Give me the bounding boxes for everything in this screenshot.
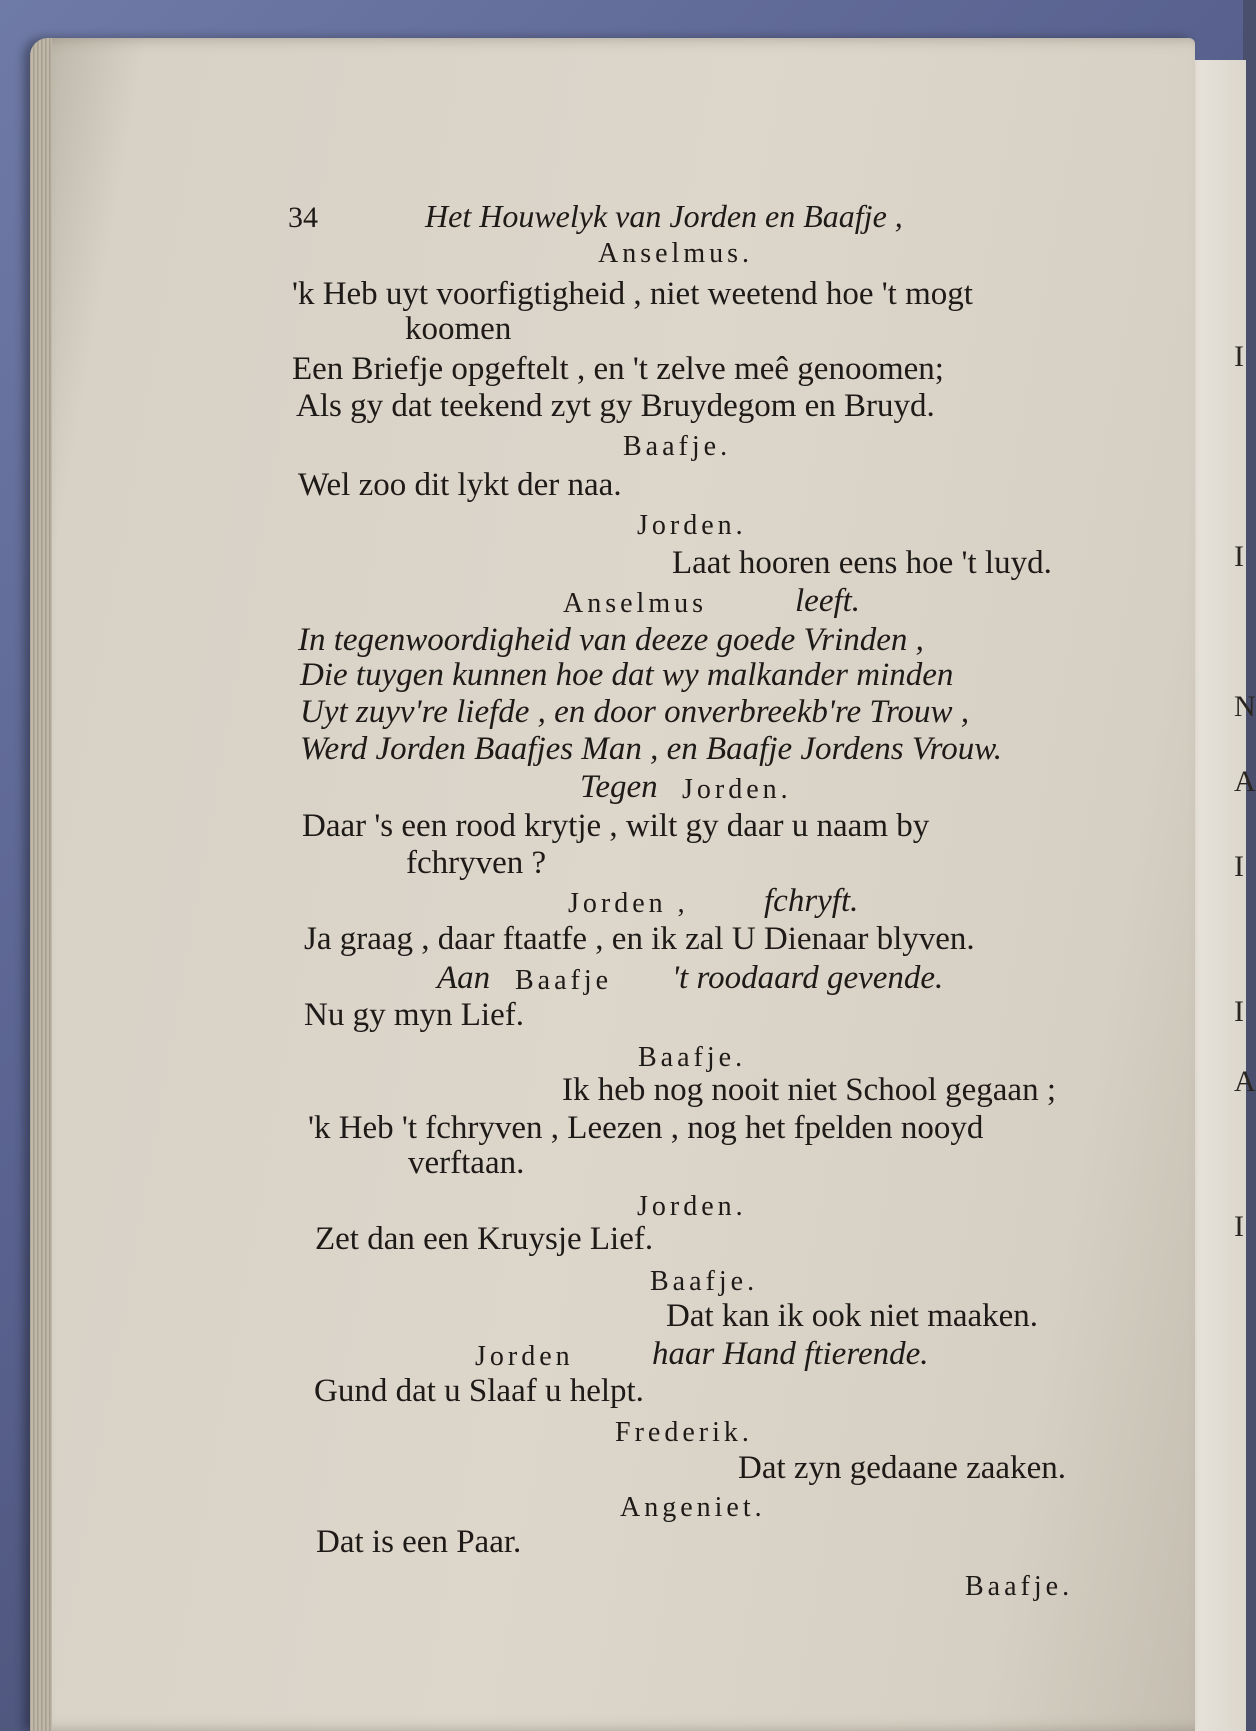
verse-line: Dat zyn gedaane zaaken. <box>738 1450 1066 1486</box>
verse-line: verftaan. <box>408 1145 525 1181</box>
verse-line: Wel zoo dit lykt der naa. <box>298 467 622 503</box>
verse-line: Uyt zuyv're liefde , en door onverbreekb're Trouw , <box>300 694 970 730</box>
verse-line: Nu gy myn Lief. <box>304 997 524 1033</box>
speaker-name: Frederik. <box>615 1417 753 1448</box>
verse-line: Ik heb nog nooit niet School gegaan ; <box>562 1072 1056 1108</box>
speaker-name: Jorden. <box>637 1191 747 1222</box>
verse-line: Ja graag , daar ftaatfe , en ik zal U Dienaar blyven. <box>304 921 975 957</box>
facing-page-letter: I <box>1234 995 1244 1028</box>
facing-page-letter: I <box>1234 540 1244 573</box>
verse-line: 'k Heb uyt voorfigtigheid , niet weetend hoe 't mogt <box>292 276 973 312</box>
stage-direction: fchryft. <box>764 883 859 919</box>
verse-line: Zet dan een Kruysje Lief. <box>315 1221 654 1257</box>
speaker-name: Jorden , <box>568 888 689 919</box>
verse-line: Als gy dat teekend zyt gy Bruydegom en Bruyd. <box>296 388 935 424</box>
facing-page-letter: A <box>1234 765 1256 798</box>
speaker-name: Baafje. <box>623 431 732 462</box>
speaker-name: Baafje. <box>650 1266 759 1297</box>
verse-line: Daar 's een rood krytje , wilt gy daar u naam by <box>302 808 930 844</box>
speaker-name: Anselmus <box>563 588 707 619</box>
speaker-name: Anselmus. <box>598 238 753 269</box>
verse-line: koomen <box>405 311 512 347</box>
verse-line: Dat is een Paar. <box>316 1524 522 1560</box>
facing-page-letter: I <box>1234 850 1244 883</box>
verse-line: In tegenwoordigheid van deeze goede Vrinden , <box>298 622 924 658</box>
speaker-name: Jorden <box>475 1341 574 1372</box>
facing-page-letter: I <box>1234 340 1244 373</box>
verse-line: fchryven ? <box>406 845 547 881</box>
speaker-name: Jorden. <box>682 774 792 805</box>
stage-direction: haar Hand ftierende. <box>652 1336 929 1372</box>
speaker-name: Angeniet. <box>620 1492 766 1523</box>
verse-line: Laat hooren eens hoe 't luyd. <box>672 545 1052 581</box>
facing-page-letter: A <box>1234 1065 1256 1098</box>
stage-direction: 't roodaard gevende. <box>672 960 944 996</box>
facing-page-letter: N <box>1234 690 1256 723</box>
verse-line: Gund dat u Slaaf u helpt. <box>314 1373 644 1409</box>
verse-line: Een Briefje opgeftelt , en 't zelve meê genoomen; <box>292 351 944 387</box>
page-number: 34 <box>288 201 318 234</box>
stage-direction: Tegen <box>580 769 658 805</box>
facing-page-letter: I <box>1234 1210 1244 1243</box>
speaker-name: Baafje. <box>638 1042 747 1073</box>
verse-line: Werd Jorden Baafjes Man , en Baafje Jordens Vrouw. <box>300 731 1003 767</box>
verse-line: Die tuygen kunnen hoe dat wy malkander minden <box>300 657 954 693</box>
running-head: Het Houwelyk van Jorden en Baafje , <box>425 198 903 234</box>
stage-direction: leeft. <box>795 583 861 619</box>
verse-line: 'k Heb 't fchryven , Leezen , nog het fpelden nooyd <box>308 1110 984 1146</box>
catchword: Baafje. <box>965 1571 1074 1602</box>
stage-direction: Aan <box>437 960 491 996</box>
speaker-name: Jorden. <box>637 510 747 541</box>
verse-line: Dat kan ik ook niet maaken. <box>666 1298 1039 1334</box>
speaker-name: Baafje <box>515 965 613 996</box>
